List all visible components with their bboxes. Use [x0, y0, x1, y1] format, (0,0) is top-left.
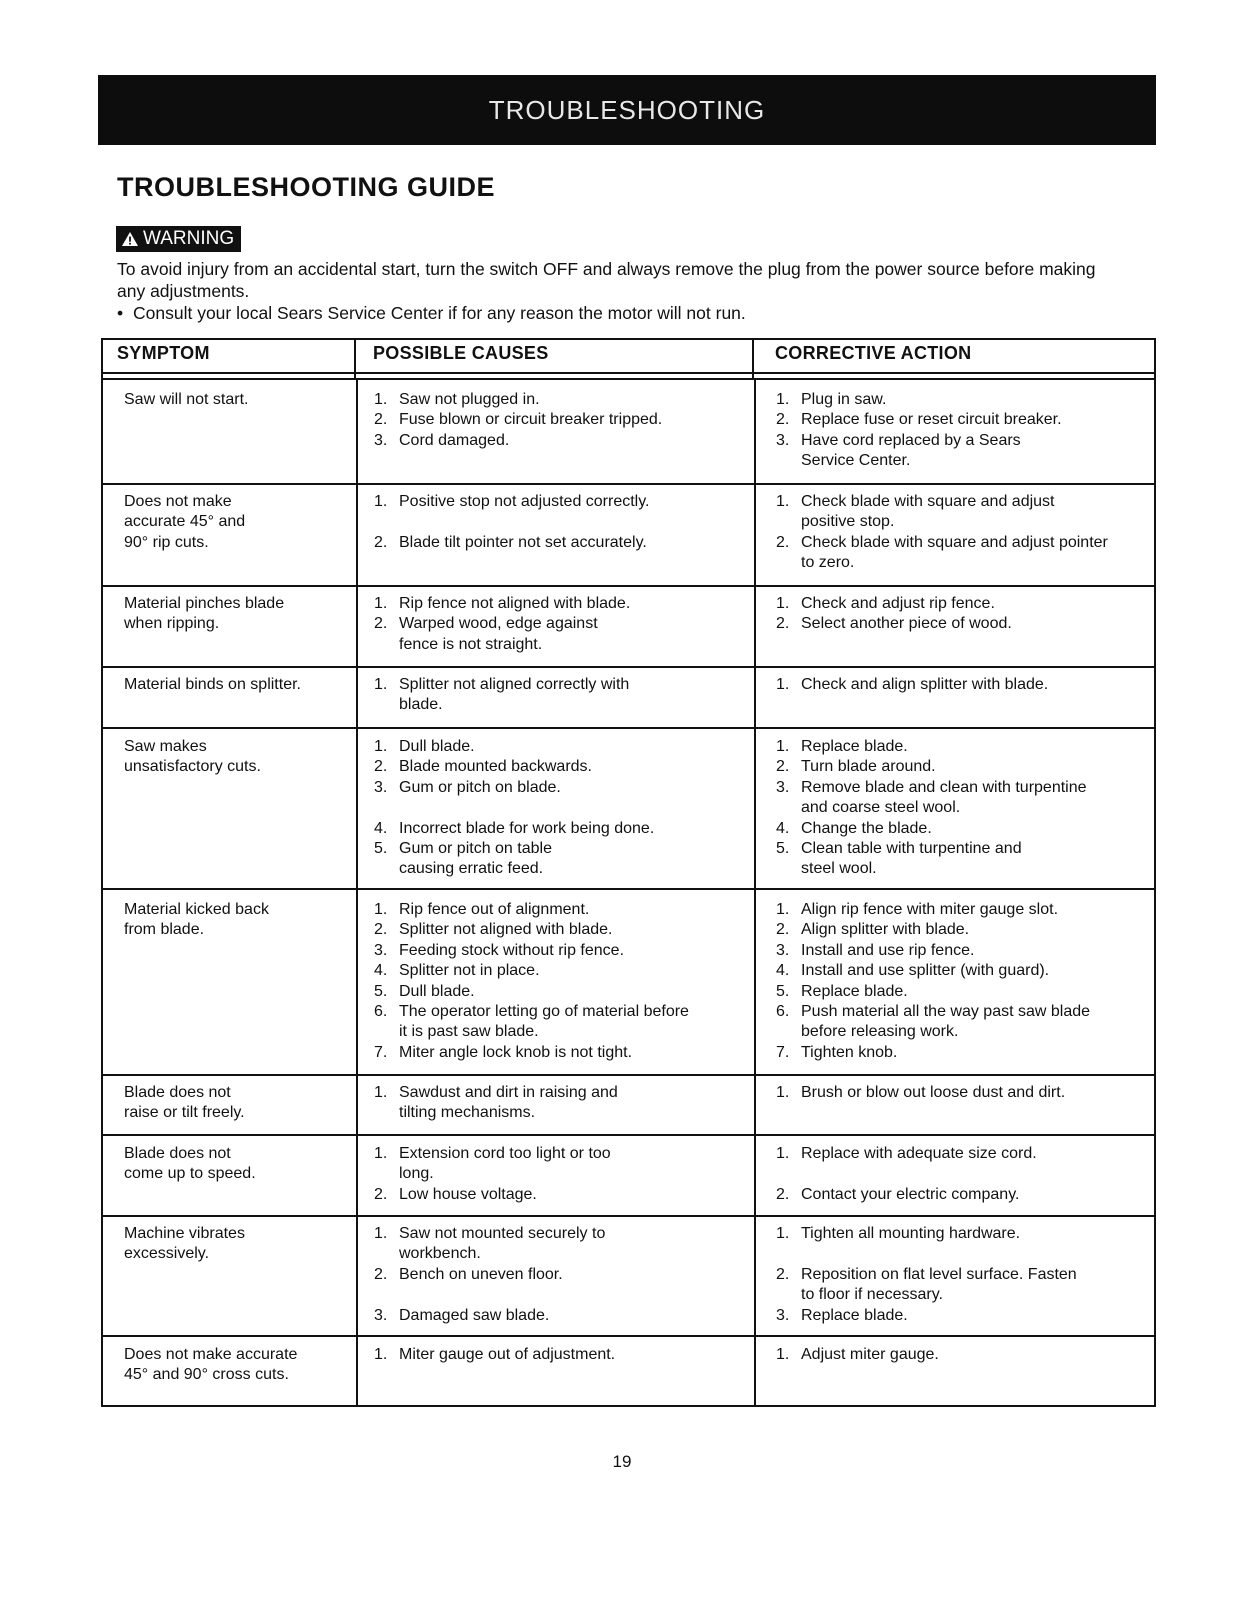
- cause-item: [374, 1306, 669, 1326]
- cause-item: [374, 1224, 669, 1265]
- action-text: Replace fuse or reset circuit breaker.: [801, 411, 1062, 429]
- action-cell: [776, 390, 1071, 472]
- action-number: 4.: [776, 962, 790, 980]
- cause-number: 1.: [374, 595, 388, 612]
- action-item: [776, 778, 1096, 819]
- cause-text: Dull blade.: [399, 982, 475, 1000]
- cause-item: [374, 594, 630, 614]
- action-number: 2.: [776, 533, 790, 551]
- action-number: 2.: [776, 1185, 790, 1203]
- cause-text: Gum or pitch on table causing erratic feed.: [399, 840, 552, 878]
- cause-item: [374, 1002, 699, 1043]
- action-text: Replace blade.: [801, 982, 908, 1000]
- cause-text: Feeding stock without rip fence.: [399, 941, 625, 959]
- cause-text: Splitter not aligned with blade.: [399, 921, 613, 939]
- action-text: Push material all the way past saw blade before releasing work.: [801, 1003, 1091, 1041]
- action-item: [776, 614, 1012, 634]
- symptom-cell: Saw makes unsatisfactory cuts.: [124, 738, 261, 776]
- action-item: [776, 982, 1101, 1002]
- cause-text: Bench on uneven floor.: [399, 1265, 563, 1283]
- cause-item: [374, 839, 654, 880]
- action-item: [776, 819, 1096, 839]
- action-number: 3.: [776, 1306, 790, 1324]
- cause-number: 1.: [374, 391, 388, 408]
- action-number: 5.: [776, 840, 790, 858]
- cause-item: [374, 941, 699, 961]
- warning-text: To avoid injury from an accidental start, turn the switch OFF and always remove the plug from the power source before making any adjustments.: [117, 259, 1096, 301]
- action-number: 1.: [776, 595, 790, 612]
- action-item: [776, 1185, 1037, 1205]
- cause-text: Splitter not in place.: [399, 962, 540, 980]
- action-text: Install and use splitter (with guard).: [801, 962, 1050, 980]
- row-rule: [101, 585, 1156, 587]
- action-number: 1.: [776, 391, 790, 408]
- action-number: 2.: [776, 411, 790, 429]
- column-divider: [356, 378, 358, 1407]
- action-number: 6.: [776, 1003, 790, 1021]
- cause-text: Positive stop not adjusted correctly.: [399, 493, 650, 510]
- spacer: [374, 798, 654, 818]
- row-rule: [101, 1074, 1156, 1076]
- action-text: Change the blade.: [801, 819, 932, 837]
- action-item: [776, 900, 1101, 920]
- cause-cell: [374, 1144, 629, 1205]
- row-rule: [101, 1134, 1156, 1136]
- cause-text: Gum or pitch on blade.: [399, 778, 561, 796]
- row-rule: [101, 888, 1156, 890]
- action-item: [776, 920, 1101, 940]
- spacer: [374, 512, 650, 532]
- cause-item: [374, 982, 699, 1002]
- warning-bullet-text: Consult your local Sears Service Center if for any reason the motor will not run.: [133, 303, 746, 323]
- action-text: Have cord replaced by a Sears Service Center.: [801, 431, 1021, 470]
- cause-text: Miter angle lock knob is not tight.: [399, 1043, 633, 1061]
- action-text: Plug in saw.: [801, 391, 887, 408]
- cause-number: 4.: [374, 962, 388, 980]
- action-number: 2.: [776, 758, 790, 776]
- cause-text: Saw not plugged in.: [399, 391, 540, 408]
- action-item: [776, 390, 1071, 410]
- bullet-dot: •: [117, 303, 124, 323]
- cause-text: Low house voltage.: [399, 1185, 537, 1203]
- row-rule: [101, 483, 1156, 485]
- action-number: 1.: [776, 901, 790, 918]
- cause-number: 5.: [374, 982, 388, 1000]
- symptom-cell: Does not make accurate 45° and 90° rip cuts.: [124, 493, 246, 551]
- symptom-cell: Does not make accurate 45° and 90° cross cuts.: [124, 1346, 298, 1384]
- action-text: Replace blade.: [801, 1306, 908, 1324]
- cause-number: 1.: [374, 676, 388, 693]
- cause-number: 2.: [374, 758, 388, 776]
- action-text: Reposition on flat level surface. Fasten to floor if necessary.: [801, 1265, 1077, 1304]
- cause-item: [374, 492, 650, 512]
- cause-cell: [374, 390, 662, 451]
- action-cell: [776, 594, 1012, 635]
- action-item: [776, 533, 1111, 574]
- page-number: 19: [612, 1452, 632, 1471]
- action-text: Select another piece of wood.: [801, 615, 1012, 633]
- action-text: Check and adjust rip fence.: [801, 595, 995, 612]
- cause-number: 2.: [374, 1265, 388, 1283]
- action-cell: [776, 492, 1111, 574]
- cause-item: [374, 410, 662, 430]
- action-text: Align splitter with blade.: [801, 921, 970, 939]
- action-number: 1.: [776, 1346, 790, 1363]
- symptom-cell: Material pinches blade when ripping.: [124, 595, 285, 633]
- cause-item: [374, 1265, 669, 1285]
- cause-number: 1.: [374, 1225, 388, 1242]
- cause-number: 3.: [374, 431, 388, 449]
- cause-text: Sawdust and dirt in raising and tilting mechanisms.: [399, 1084, 618, 1122]
- cause-text: Damaged saw blade.: [399, 1306, 550, 1324]
- cause-item: [374, 675, 649, 716]
- cause-item: [374, 431, 662, 451]
- action-text: Tighten all mounting hardware.: [801, 1225, 1021, 1242]
- cause-number: 1.: [374, 1084, 388, 1101]
- cause-number: 2.: [374, 615, 388, 633]
- cause-cell: [374, 594, 630, 655]
- cause-item: [374, 757, 654, 777]
- cause-item: [374, 1185, 629, 1205]
- action-item: [776, 675, 1048, 695]
- warning-badge: [116, 226, 241, 252]
- cause-number: 1.: [374, 738, 388, 755]
- action-text: Check blade with square and adjust pointer to zero.: [801, 533, 1108, 572]
- action-item: [776, 1083, 1065, 1103]
- cause-item: [374, 1144, 629, 1185]
- cause-number: 2.: [374, 1185, 388, 1203]
- cause-item: [374, 920, 699, 940]
- warning-bullet: [117, 302, 1127, 324]
- column-divider: [754, 378, 756, 1407]
- cause-number: 4.: [374, 819, 388, 837]
- cause-number: 2.: [374, 921, 388, 939]
- action-item: [776, 1224, 1091, 1244]
- action-cell: [776, 675, 1048, 695]
- cause-text: Blade tilt pointer not set accurately.: [399, 533, 647, 551]
- cause-number: 1.: [374, 901, 388, 918]
- action-item: [776, 431, 1071, 472]
- action-text: Replace with adequate size cord.: [801, 1145, 1037, 1162]
- cause-text: Warped wood, edge against fence is not straight.: [399, 615, 598, 653]
- cause-text: Blade mounted backwards.: [399, 758, 592, 776]
- action-item: [776, 941, 1101, 961]
- action-item: [776, 594, 1012, 614]
- cause-number: 3.: [374, 778, 388, 796]
- cause-item: [374, 390, 662, 410]
- spacer: [776, 1244, 1091, 1264]
- cause-number: 1.: [374, 493, 388, 510]
- cause-text: Rip fence out of alignment.: [399, 901, 590, 918]
- action-number: 1.: [776, 1225, 790, 1242]
- cause-cell: [374, 900, 699, 1063]
- action-number: 2.: [776, 921, 790, 939]
- cause-item: [374, 533, 650, 553]
- section-banner-title: TROUBLESHOOTING: [488, 94, 766, 125]
- cause-text: Cord damaged.: [399, 431, 510, 449]
- cause-number: 1.: [374, 1346, 388, 1363]
- action-number: 1.: [776, 1084, 790, 1101]
- action-number: 5.: [776, 982, 790, 1000]
- cause-text: Splitter not aligned correctly with blade.: [399, 676, 630, 714]
- action-text: Check blade with square and adjust positive stop.: [801, 493, 1055, 531]
- symptom-cell: Saw will not start.: [124, 391, 249, 408]
- action-item: [776, 839, 1096, 880]
- action-item: [776, 1306, 1091, 1326]
- action-text: Install and use rip fence.: [801, 941, 975, 959]
- cause-cell: [374, 1345, 615, 1365]
- cause-number: 6.: [374, 1003, 388, 1021]
- action-text: Clean table with turpentine and steel wool.: [801, 840, 1022, 878]
- warning-triangle-icon: [121, 231, 139, 247]
- cause-text: Dull blade.: [399, 738, 475, 755]
- symptom-cell: Material kicked back from blade.: [124, 901, 269, 939]
- cause-item: [374, 819, 654, 839]
- cause-item: [374, 614, 630, 655]
- action-number: 3.: [776, 941, 790, 959]
- cause-text: The operator letting go of material before it is past saw blade.: [399, 1003, 689, 1041]
- action-cell: [776, 737, 1096, 880]
- action-text: Tighten knob.: [801, 1043, 898, 1061]
- cause-cell: [374, 737, 654, 880]
- action-number: 3.: [776, 431, 790, 449]
- action-text: Turn blade around.: [801, 758, 936, 776]
- cause-item: [374, 961, 699, 981]
- action-number: 1.: [776, 493, 790, 510]
- row-rule: [101, 666, 1156, 668]
- action-text: Align rip fence with miter gauge slot.: [801, 901, 1059, 918]
- action-cell: [776, 1345, 939, 1365]
- action-cell: [776, 1224, 1091, 1326]
- action-text: Contact your electric company.: [801, 1185, 1020, 1203]
- cause-text: Saw not mounted securely to workbench.: [399, 1225, 606, 1263]
- action-item: [776, 757, 1096, 777]
- action-number: 2.: [776, 1265, 790, 1283]
- action-text: Remove blade and clean with turpentine and coarse steel wool.: [801, 778, 1087, 817]
- action-item: [776, 1043, 1101, 1063]
- header-corrective-action: CORRECTIVE ACTION: [775, 343, 972, 363]
- action-item: [776, 1144, 1037, 1164]
- action-item: [776, 1265, 1091, 1306]
- action-text: Brush or blow out loose dust and dirt.: [801, 1084, 1066, 1101]
- cause-cell: [374, 1083, 644, 1124]
- action-number: 7.: [776, 1043, 790, 1061]
- action-text: Replace blade.: [801, 738, 908, 755]
- action-cell: [776, 1144, 1037, 1205]
- symptom-cell: Material binds on splitter.: [124, 676, 301, 693]
- cause-item: [374, 1345, 615, 1365]
- cause-text: Rip fence not aligned with blade.: [399, 595, 631, 612]
- cause-item: [374, 1043, 699, 1063]
- spacer: [776, 1164, 1037, 1184]
- action-item: [776, 961, 1101, 981]
- header-possible-causes: POSSIBLE CAUSES: [373, 343, 549, 363]
- action-item: [776, 737, 1096, 757]
- row-rule: [101, 1215, 1156, 1217]
- action-cell: [776, 900, 1101, 1063]
- cause-cell: [374, 492, 650, 553]
- page-title: TROUBLESHOOTING GUIDE: [117, 172, 496, 202]
- warning-text-block: [117, 258, 1127, 324]
- cause-number: 3.: [374, 1306, 388, 1324]
- cause-cell: [374, 675, 649, 716]
- section-banner: [98, 75, 1156, 145]
- header-rule: [101, 378, 1156, 380]
- cause-text: Fuse blown or circuit breaker tripped.: [399, 411, 663, 429]
- symptom-cell: Blade does not come up to speed.: [124, 1145, 256, 1183]
- cause-item: [374, 737, 654, 757]
- cause-item: [374, 1083, 644, 1124]
- action-number: 2.: [776, 615, 790, 633]
- row-rule: [101, 1335, 1156, 1337]
- header-symptom: SYMPTOM: [117, 343, 210, 363]
- action-item: [776, 410, 1071, 430]
- cause-item: [374, 900, 699, 920]
- symptom-cell: Blade does not raise or tilt freely.: [124, 1084, 245, 1122]
- action-cell: [776, 1083, 1065, 1103]
- action-text: Adjust miter gauge.: [801, 1346, 939, 1363]
- cause-number: 3.: [374, 941, 388, 959]
- cause-number: 5.: [374, 840, 388, 858]
- action-number: 1.: [776, 738, 790, 755]
- row-rule: [101, 727, 1156, 729]
- cause-text: Extension cord too light or too long.: [399, 1145, 611, 1183]
- cause-number: 7.: [374, 1043, 388, 1061]
- cause-text: Miter gauge out of adjustment.: [399, 1346, 616, 1363]
- cause-item: [374, 778, 654, 798]
- cause-number: 2.: [374, 411, 388, 429]
- cause-number: 2.: [374, 533, 388, 551]
- action-number: 3.: [776, 778, 790, 796]
- action-item: [776, 1345, 939, 1365]
- action-number: 4.: [776, 819, 790, 837]
- action-item: [776, 1002, 1101, 1043]
- action-number: 1.: [776, 1145, 790, 1162]
- cause-number: 1.: [374, 1145, 388, 1162]
- action-text: Check and align splitter with blade.: [801, 676, 1049, 693]
- action-number: 1.: [776, 676, 790, 693]
- cause-cell: [374, 1224, 669, 1326]
- warning-label: WARNING: [143, 228, 235, 249]
- header-rule: [101, 372, 1156, 374]
- cause-text: Incorrect blade for work being done.: [399, 819, 655, 837]
- action-item: [776, 492, 1111, 533]
- symptom-cell: Machine vibrates excessively.: [124, 1225, 245, 1263]
- spacer: [374, 1285, 669, 1305]
